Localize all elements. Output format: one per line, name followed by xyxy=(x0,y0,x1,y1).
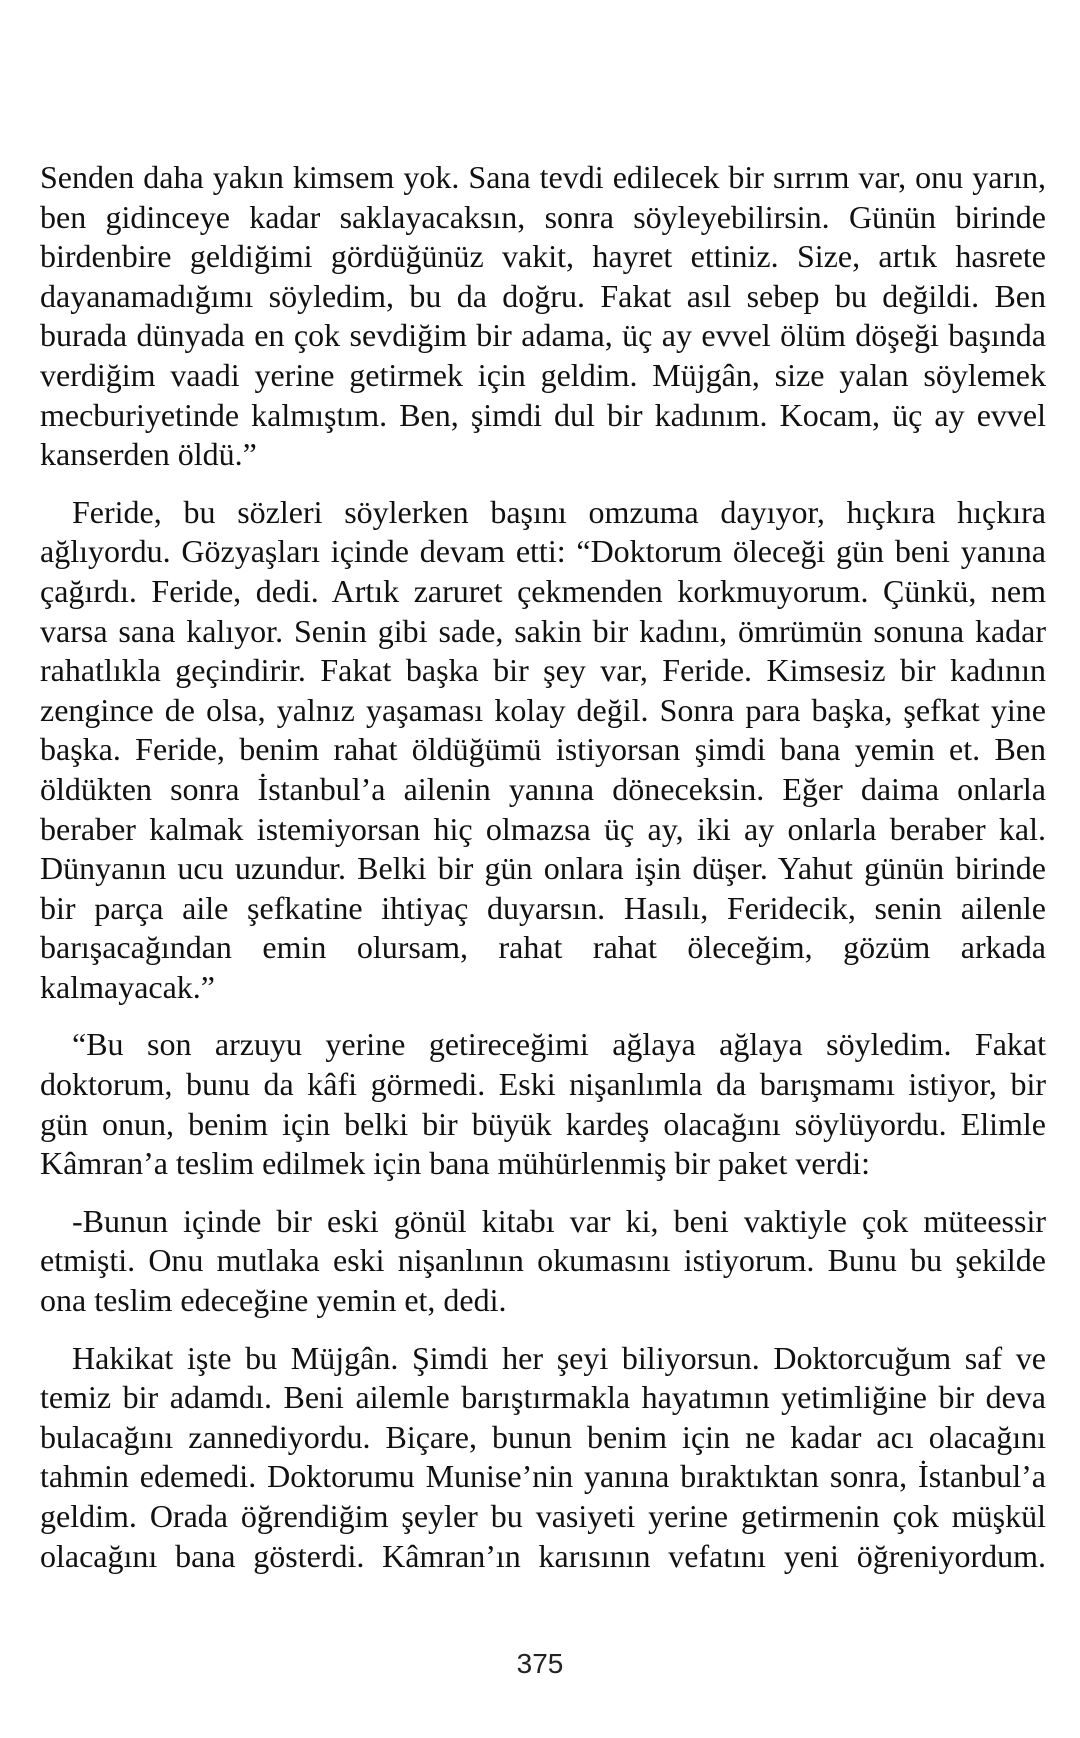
page-body xyxy=(40,158,1046,1576)
page-number: 375 xyxy=(516,1648,564,1679)
paragraph-2: Feride, bu sözleri söylerken başını omzuma dayıyor, hıçkıra hıçkıra ağlıyordu. Gözyaşları içinde devam etti: “Doktorum öleceği gün beni yanına çağırdı. Feride, dedi. Artık zaruret çekmenden korkmuyorum. Çünkü, nem varsa sana kalıyor. Senin gibi sade, sakin bir kadını, ömrümün sonuna kadar rahatlıkla geçindirir. Fakat başka bir şey var, Feride. Kimsesiz bir kadının zengince de olsa, yalnız yaşaması kolay değil. Sonra para başka, şefkat yine başka. Feride, benim rahat öldüğümü istiyorsan şimdi bana yemin et. Ben öldükten sonra İstanbul’a ailenin yanına döneceksin. Eğer daima onlarla beraber kalmak istemiyorsan hiç olmazsa üç ay, iki ay onlarla beraber kal. Dünyanın ucu uzundur. Belki bir gün onlara işin düşer. Yahut günün birinde bir parça aile şefkatine ihtiyaç duyarsın. Hasılı, Feridecik, senin ailenle barışacağından emin olursam, rahat rahat öleceğim, gözüm arkada kalmayacak.” xyxy=(40,493,1046,1005)
paragraph-3: “Bu son arzuyu yerine getireceğimi ağlaya ağlaya söyledim. Fakat doktorum, bunu da kâfi görmedi. Eski nişanlımla da barışmamı istiyor, bir gün onun, benim için belki bir büyük kardeş olacağını söylüyordu. Elimle Kâmran’a teslim edilmek için bana mühürlenmiş bir paket verdi: xyxy=(40,1026,1046,1182)
paragraph-4: -Bunun içinde bir eski gönül kitabı var ki, beni vaktiyle çok müteessir etmişti. Onu mutlaka eski nişanlının okumasını istiyorum. Bunu bu şekilde ona teslim edeceğine yemin et, dedi. xyxy=(40,1202,1046,1319)
paragraph-1: Senden daha yakın kimsem yok. Sana tevdi edilecek bir sırrım var, onu yarın, ben gidinceye kadar saklayacaksın, sonra söyleyebilirsin. Günün birinde birdenbire geldiğimi gördüğünüz vakit, hayret ettiniz. Size, artık hasrete dayanamadığımı söyledim, bu da doğru. Fakat asıl sebep bu değildi. Ben burada dünyada en çok sevdiğim bir adama, üç ay evvel ölüm döşeği başında verdiğim vaadi yerine getirmek için geldim. Müjgân, size yalan söylemek mecburiyetinde kalmıştım. Ben, şimdi dul bir kadınım. Kocam, üç ay evvel kanserden öldü.” xyxy=(40,159,1046,473)
paragraph-5: Hakikat işte bu Müjgân. Şimdi her şeyi biliyorsun. Doktorcuğum saf ve temiz bir adamdı. Beni ailemle barıştırmakla hayatımın yetimliğine bir deva bulacağını zannediyordu. Biçare, bunun benim için ne kadar acı olacağını tahmin edemedi. Doktorumu Munise’nin yanına bıraktıktan sonra, İstanbul’a geldim. Orada öğrendiğim şeyler bu vasiyeti yerine getirmenin çok müşkül olacağını bana gösterdi. Kâmran’ın karısının vefatını yeni öğreniyordum. xyxy=(40,1339,1046,1574)
